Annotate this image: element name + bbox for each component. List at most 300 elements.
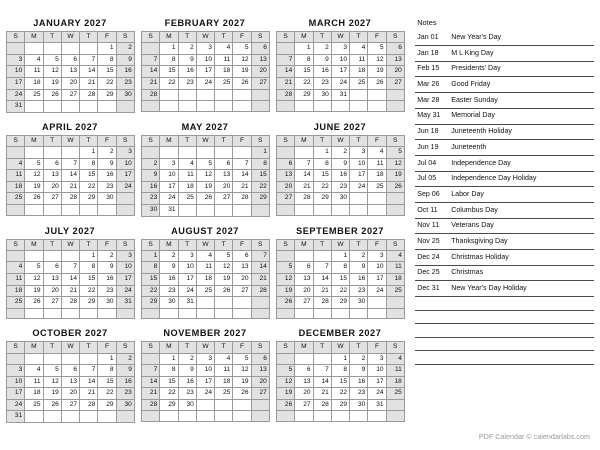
day-cell[interactable]: 5 <box>43 365 61 377</box>
day-cell[interactable]: 14 <box>61 273 79 285</box>
day-cell[interactable]: 10 <box>350 158 368 170</box>
day-cell[interactable]: 3 <box>7 54 25 66</box>
day-cell[interactable]: 21 <box>313 285 331 297</box>
day-cell[interactable]: 13 <box>251 365 269 377</box>
day-cell[interactable]: 26 <box>277 297 295 309</box>
day-cell[interactable]: 22 <box>160 77 178 89</box>
day-cell[interactable]: 29 <box>251 193 269 205</box>
day-cell[interactable]: 28 <box>61 297 79 309</box>
day-cell[interactable]: 8 <box>331 262 349 274</box>
day-cell[interactable]: 27 <box>215 193 233 205</box>
day-cell[interactable]: 20 <box>251 66 269 78</box>
day-cell[interactable]: 17 <box>160 181 178 193</box>
day-cell[interactable]: 21 <box>80 77 98 89</box>
day-cell[interactable]: 24 <box>350 181 368 193</box>
day-cell[interactable]: 6 <box>251 43 269 55</box>
day-cell[interactable]: 29 <box>80 193 98 205</box>
day-cell[interactable]: 29 <box>295 89 313 101</box>
day-cell[interactable]: 1 <box>313 146 331 158</box>
day-cell[interactable]: 18 <box>386 376 404 388</box>
day-cell[interactable]: 3 <box>368 353 386 365</box>
day-cell[interactable]: 24 <box>178 285 196 297</box>
day-cell[interactable]: 22 <box>331 285 349 297</box>
day-cell[interactable]: 21 <box>233 181 251 193</box>
day-cell[interactable]: 23 <box>142 193 160 205</box>
day-cell[interactable]: 19 <box>277 285 295 297</box>
day-cell[interactable]: 20 <box>277 181 295 193</box>
day-cell[interactable]: 22 <box>80 285 98 297</box>
day-cell[interactable]: 12 <box>43 66 61 78</box>
day-cell[interactable]: 22 <box>160 388 178 400</box>
day-cell[interactable]: 29 <box>98 399 116 411</box>
day-cell[interactable]: 14 <box>80 66 98 78</box>
day-cell[interactable]: 10 <box>368 365 386 377</box>
day-cell[interactable]: 13 <box>43 170 61 182</box>
day-cell[interactable]: 9 <box>313 54 331 66</box>
day-cell[interactable]: 24 <box>196 388 214 400</box>
day-cell[interactable]: 25 <box>368 181 386 193</box>
day-cell[interactable]: 19 <box>215 273 233 285</box>
day-cell[interactable]: 30 <box>178 399 196 411</box>
blank-note-line[interactable] <box>415 300 594 311</box>
day-cell[interactable]: 30 <box>98 297 116 309</box>
day-cell[interactable]: 27 <box>277 193 295 205</box>
day-cell[interactable]: 16 <box>160 273 178 285</box>
day-cell[interactable]: 5 <box>233 43 251 55</box>
day-cell[interactable]: 27 <box>295 297 313 309</box>
day-cell[interactable]: 16 <box>313 66 331 78</box>
day-cell[interactable]: 9 <box>350 365 368 377</box>
day-cell[interactable]: 28 <box>277 89 295 101</box>
day-cell[interactable]: 20 <box>233 273 251 285</box>
day-cell[interactable]: 27 <box>61 399 79 411</box>
day-cell[interactable]: 27 <box>43 297 61 309</box>
day-cell[interactable]: 9 <box>98 262 116 274</box>
day-cell[interactable]: 24 <box>196 77 214 89</box>
day-cell[interactable]: 24 <box>7 399 25 411</box>
day-cell[interactable]: 6 <box>233 250 251 262</box>
day-cell[interactable]: 3 <box>196 353 214 365</box>
day-cell[interactable]: 28 <box>233 193 251 205</box>
day-cell[interactable]: 6 <box>215 158 233 170</box>
day-cell[interactable]: 7 <box>277 54 295 66</box>
day-cell[interactable]: 20 <box>61 388 79 400</box>
day-cell[interactable]: 3 <box>196 43 214 55</box>
day-cell[interactable]: 21 <box>142 77 160 89</box>
day-cell[interactable]: 11 <box>7 170 25 182</box>
day-cell[interactable]: 2 <box>313 43 331 55</box>
day-cell[interactable]: 6 <box>43 262 61 274</box>
day-cell[interactable]: 9 <box>350 262 368 274</box>
day-cell[interactable]: 30 <box>116 89 134 101</box>
day-cell[interactable]: 12 <box>233 54 251 66</box>
day-cell[interactable]: 3 <box>116 250 134 262</box>
day-cell[interactable]: 21 <box>61 285 79 297</box>
day-cell[interactable]: 10 <box>116 158 134 170</box>
day-cell[interactable]: 17 <box>196 66 214 78</box>
day-cell[interactable]: 24 <box>331 77 349 89</box>
day-cell[interactable]: 8 <box>295 54 313 66</box>
day-cell[interactable]: 14 <box>251 262 269 274</box>
day-cell[interactable]: 9 <box>116 365 134 377</box>
day-cell[interactable]: 29 <box>160 399 178 411</box>
day-cell[interactable]: 9 <box>142 170 160 182</box>
day-cell[interactable]: 26 <box>43 399 61 411</box>
day-cell[interactable]: 23 <box>350 388 368 400</box>
day-cell[interactable]: 3 <box>7 365 25 377</box>
day-cell[interactable]: 25 <box>350 77 368 89</box>
day-cell[interactable]: 22 <box>80 181 98 193</box>
day-cell[interactable]: 24 <box>368 285 386 297</box>
day-cell[interactable]: 5 <box>368 43 386 55</box>
day-cell[interactable]: 3 <box>116 146 134 158</box>
day-cell[interactable]: 23 <box>331 181 349 193</box>
day-cell[interactable]: 5 <box>196 158 214 170</box>
day-cell[interactable]: 11 <box>196 262 214 274</box>
day-cell[interactable]: 31 <box>116 297 134 309</box>
day-cell[interactable]: 27 <box>233 285 251 297</box>
day-cell[interactable]: 18 <box>178 181 196 193</box>
day-cell[interactable]: 13 <box>386 54 404 66</box>
day-cell[interactable]: 6 <box>43 158 61 170</box>
day-cell[interactable]: 18 <box>7 285 25 297</box>
blank-note-line[interactable] <box>415 340 594 351</box>
day-cell[interactable]: 13 <box>295 376 313 388</box>
day-cell[interactable]: 1 <box>80 146 98 158</box>
day-cell[interactable]: 1 <box>142 250 160 262</box>
day-cell[interactable]: 27 <box>61 89 79 101</box>
day-cell[interactable]: 15 <box>295 66 313 78</box>
day-cell[interactable]: 16 <box>350 273 368 285</box>
day-cell[interactable]: 3 <box>331 43 349 55</box>
day-cell[interactable]: 14 <box>80 376 98 388</box>
day-cell[interactable]: 9 <box>116 54 134 66</box>
day-cell[interactable]: 4 <box>25 54 43 66</box>
day-cell[interactable]: 27 <box>251 77 269 89</box>
day-cell[interactable]: 14 <box>313 273 331 285</box>
day-cell[interactable]: 18 <box>25 77 43 89</box>
day-cell[interactable]: 26 <box>215 285 233 297</box>
day-cell[interactable]: 16 <box>178 66 196 78</box>
day-cell[interactable]: 5 <box>215 250 233 262</box>
day-cell[interactable]: 28 <box>61 193 79 205</box>
day-cell[interactable]: 21 <box>80 388 98 400</box>
day-cell[interactable]: 28 <box>313 399 331 411</box>
day-cell[interactable]: 15 <box>331 376 349 388</box>
day-cell[interactable]: 4 <box>25 365 43 377</box>
day-cell[interactable]: 3 <box>160 158 178 170</box>
day-cell[interactable]: 10 <box>178 262 196 274</box>
day-cell[interactable]: 1 <box>98 353 116 365</box>
day-cell[interactable]: 6 <box>277 158 295 170</box>
day-cell[interactable]: 26 <box>233 77 251 89</box>
day-cell[interactable]: 5 <box>25 158 43 170</box>
day-cell[interactable]: 4 <box>368 146 386 158</box>
day-cell[interactable]: 2 <box>350 250 368 262</box>
day-cell[interactable]: 1 <box>331 353 349 365</box>
day-cell[interactable]: 23 <box>98 285 116 297</box>
day-cell[interactable]: 27 <box>43 193 61 205</box>
day-cell[interactable]: 17 <box>178 273 196 285</box>
day-cell[interactable]: 10 <box>196 365 214 377</box>
day-cell[interactable]: 7 <box>142 54 160 66</box>
day-cell[interactable]: 28 <box>142 399 160 411</box>
day-cell[interactable]: 14 <box>233 170 251 182</box>
day-cell[interactable]: 9 <box>160 262 178 274</box>
day-cell[interactable]: 25 <box>386 285 404 297</box>
day-cell[interactable]: 18 <box>7 181 25 193</box>
day-cell[interactable]: 5 <box>386 146 404 158</box>
day-cell[interactable]: 16 <box>142 181 160 193</box>
day-cell[interactable]: 18 <box>196 273 214 285</box>
day-cell[interactable]: 30 <box>331 193 349 205</box>
day-cell[interactable]: 7 <box>80 365 98 377</box>
day-cell[interactable]: 26 <box>25 297 43 309</box>
day-cell[interactable]: 25 <box>7 193 25 205</box>
day-cell[interactable]: 15 <box>80 273 98 285</box>
day-cell[interactable]: 29 <box>331 399 349 411</box>
day-cell[interactable]: 22 <box>313 181 331 193</box>
day-cell[interactable]: 12 <box>368 54 386 66</box>
day-cell[interactable]: 31 <box>160 204 178 216</box>
day-cell[interactable]: 10 <box>196 54 214 66</box>
day-cell[interactable]: 15 <box>160 376 178 388</box>
day-cell[interactable]: 29 <box>331 297 349 309</box>
day-cell[interactable]: 20 <box>295 285 313 297</box>
day-cell[interactable]: 19 <box>196 181 214 193</box>
day-cell[interactable]: 5 <box>43 54 61 66</box>
day-cell[interactable]: 2 <box>178 353 196 365</box>
day-cell[interactable]: 31 <box>7 411 25 423</box>
day-cell[interactable]: 17 <box>368 376 386 388</box>
day-cell[interactable]: 7 <box>313 262 331 274</box>
day-cell[interactable]: 4 <box>386 250 404 262</box>
day-cell[interactable]: 26 <box>196 193 214 205</box>
day-cell[interactable]: 23 <box>313 77 331 89</box>
day-cell[interactable]: 26 <box>25 193 43 205</box>
day-cell[interactable]: 19 <box>386 170 404 182</box>
day-cell[interactable]: 1 <box>160 43 178 55</box>
day-cell[interactable]: 15 <box>142 273 160 285</box>
day-cell[interactable]: 4 <box>215 43 233 55</box>
day-cell[interactable]: 24 <box>116 285 134 297</box>
day-cell[interactable]: 12 <box>277 273 295 285</box>
day-cell[interactable]: 25 <box>178 193 196 205</box>
day-cell[interactable]: 2 <box>350 353 368 365</box>
day-cell[interactable]: 16 <box>178 376 196 388</box>
day-cell[interactable]: 17 <box>116 170 134 182</box>
day-cell[interactable]: 28 <box>80 399 98 411</box>
day-cell[interactable]: 16 <box>331 170 349 182</box>
day-cell[interactable]: 4 <box>7 262 25 274</box>
day-cell[interactable]: 25 <box>25 89 43 101</box>
day-cell[interactable]: 4 <box>178 158 196 170</box>
day-cell[interactable]: 14 <box>277 66 295 78</box>
day-cell[interactable]: 23 <box>160 285 178 297</box>
day-cell[interactable]: 15 <box>313 170 331 182</box>
day-cell[interactable]: 28 <box>80 89 98 101</box>
day-cell[interactable]: 11 <box>178 170 196 182</box>
day-cell[interactable]: 17 <box>331 66 349 78</box>
day-cell[interactable]: 11 <box>350 54 368 66</box>
day-cell[interactable]: 17 <box>7 77 25 89</box>
day-cell[interactable]: 4 <box>350 43 368 55</box>
day-cell[interactable]: 14 <box>142 376 160 388</box>
day-cell[interactable]: 21 <box>61 181 79 193</box>
day-cell[interactable]: 18 <box>25 388 43 400</box>
day-cell[interactable]: 30 <box>98 193 116 205</box>
blank-note-line[interactable] <box>415 313 594 324</box>
day-cell[interactable]: 3 <box>178 250 196 262</box>
day-cell[interactable]: 17 <box>368 273 386 285</box>
blank-note-line[interactable] <box>415 354 594 365</box>
day-cell[interactable]: 19 <box>43 77 61 89</box>
day-cell[interactable]: 11 <box>368 158 386 170</box>
day-cell[interactable]: 4 <box>215 353 233 365</box>
day-cell[interactable]: 15 <box>331 273 349 285</box>
day-cell[interactable]: 22 <box>98 388 116 400</box>
day-cell[interactable]: 11 <box>7 273 25 285</box>
day-cell[interactable]: 12 <box>386 158 404 170</box>
day-cell[interactable]: 14 <box>142 66 160 78</box>
day-cell[interactable]: 25 <box>25 399 43 411</box>
day-cell[interactable]: 9 <box>178 54 196 66</box>
day-cell[interactable]: 12 <box>277 376 295 388</box>
day-cell[interactable]: 2 <box>160 250 178 262</box>
day-cell[interactable]: 13 <box>233 262 251 274</box>
day-cell[interactable]: 11 <box>215 365 233 377</box>
day-cell[interactable]: 20 <box>295 388 313 400</box>
day-cell[interactable]: 13 <box>277 170 295 182</box>
day-cell[interactable]: 19 <box>277 388 295 400</box>
day-cell[interactable]: 2 <box>331 146 349 158</box>
day-cell[interactable]: 2 <box>98 146 116 158</box>
day-cell[interactable]: 6 <box>295 262 313 274</box>
day-cell[interactable]: 15 <box>160 66 178 78</box>
day-cell[interactable]: 19 <box>368 66 386 78</box>
day-cell[interactable]: 12 <box>233 365 251 377</box>
day-cell[interactable]: 13 <box>295 273 313 285</box>
day-cell[interactable]: 14 <box>313 376 331 388</box>
day-cell[interactable]: 16 <box>350 376 368 388</box>
day-cell[interactable]: 19 <box>25 181 43 193</box>
day-cell[interactable]: 9 <box>178 365 196 377</box>
day-cell[interactable]: 7 <box>61 262 79 274</box>
day-cell[interactable]: 24 <box>116 181 134 193</box>
day-cell[interactable]: 8 <box>98 365 116 377</box>
day-cell[interactable]: 7 <box>251 250 269 262</box>
day-cell[interactable]: 8 <box>142 262 160 274</box>
day-cell[interactable]: 7 <box>142 365 160 377</box>
day-cell[interactable]: 3 <box>350 146 368 158</box>
day-cell[interactable]: 18 <box>386 273 404 285</box>
day-cell[interactable]: 30 <box>142 204 160 216</box>
day-cell[interactable]: 11 <box>215 54 233 66</box>
day-cell[interactable]: 29 <box>80 297 98 309</box>
day-cell[interactable]: 17 <box>7 388 25 400</box>
day-cell[interactable]: 6 <box>61 365 79 377</box>
day-cell[interactable]: 28 <box>142 89 160 101</box>
day-cell[interactable]: 18 <box>215 66 233 78</box>
day-cell[interactable]: 23 <box>178 388 196 400</box>
day-cell[interactable]: 25 <box>215 77 233 89</box>
day-cell[interactable]: 30 <box>350 297 368 309</box>
day-cell[interactable]: 15 <box>80 170 98 182</box>
day-cell[interactable]: 26 <box>233 388 251 400</box>
day-cell[interactable]: 11 <box>386 262 404 274</box>
day-cell[interactable]: 19 <box>25 285 43 297</box>
day-cell[interactable]: 24 <box>160 193 178 205</box>
day-cell[interactable]: 28 <box>251 285 269 297</box>
day-cell[interactable]: 17 <box>116 273 134 285</box>
day-cell[interactable]: 2 <box>142 158 160 170</box>
day-cell[interactable]: 20 <box>61 77 79 89</box>
day-cell[interactable]: 25 <box>215 388 233 400</box>
day-cell[interactable]: 12 <box>196 170 214 182</box>
day-cell[interactable]: 4 <box>386 353 404 365</box>
day-cell[interactable]: 27 <box>386 77 404 89</box>
day-cell[interactable]: 31 <box>7 101 25 113</box>
day-cell[interactable]: 2 <box>178 43 196 55</box>
day-cell[interactable]: 31 <box>178 297 196 309</box>
day-cell[interactable]: 23 <box>116 77 134 89</box>
day-cell[interactable]: 6 <box>295 365 313 377</box>
day-cell[interactable]: 18 <box>350 66 368 78</box>
day-cell[interactable]: 11 <box>25 66 43 78</box>
day-cell[interactable]: 30 <box>160 297 178 309</box>
day-cell[interactable]: 8 <box>80 158 98 170</box>
day-cell[interactable]: 12 <box>215 262 233 274</box>
day-cell[interactable]: 10 <box>116 262 134 274</box>
day-cell[interactable]: 11 <box>386 365 404 377</box>
day-cell[interactable]: 23 <box>98 181 116 193</box>
day-cell[interactable]: 15 <box>98 376 116 388</box>
day-cell[interactable]: 8 <box>331 365 349 377</box>
day-cell[interactable]: 4 <box>7 158 25 170</box>
day-cell[interactable]: 5 <box>277 262 295 274</box>
day-cell[interactable]: 17 <box>196 376 214 388</box>
day-cell[interactable]: 31 <box>331 89 349 101</box>
day-cell[interactable]: 9 <box>331 158 349 170</box>
day-cell[interactable]: 26 <box>277 399 295 411</box>
day-cell[interactable]: 1 <box>331 250 349 262</box>
day-cell[interactable]: 6 <box>386 43 404 55</box>
day-cell[interactable]: 7 <box>295 158 313 170</box>
day-cell[interactable]: 24 <box>368 388 386 400</box>
day-cell[interactable]: 1 <box>80 250 98 262</box>
day-cell[interactable]: 16 <box>116 66 134 78</box>
day-cell[interactable]: 20 <box>386 66 404 78</box>
day-cell[interactable]: 4 <box>196 250 214 262</box>
day-cell[interactable]: 11 <box>25 376 43 388</box>
day-cell[interactable]: 21 <box>295 181 313 193</box>
day-cell[interactable]: 23 <box>116 388 134 400</box>
day-cell[interactable]: 2 <box>116 353 134 365</box>
day-cell[interactable]: 19 <box>233 376 251 388</box>
day-cell[interactable]: 28 <box>313 297 331 309</box>
day-cell[interactable]: 8 <box>98 54 116 66</box>
day-cell[interactable]: 28 <box>295 193 313 205</box>
day-cell[interactable]: 23 <box>350 285 368 297</box>
day-cell[interactable]: 1 <box>98 43 116 55</box>
day-cell[interactable]: 26 <box>368 77 386 89</box>
day-cell[interactable]: 14 <box>61 170 79 182</box>
day-cell[interactable]: 15 <box>98 66 116 78</box>
day-cell[interactable]: 25 <box>386 388 404 400</box>
day-cell[interactable]: 22 <box>331 388 349 400</box>
day-cell[interactable]: 31 <box>368 399 386 411</box>
day-cell[interactable]: 12 <box>25 170 43 182</box>
